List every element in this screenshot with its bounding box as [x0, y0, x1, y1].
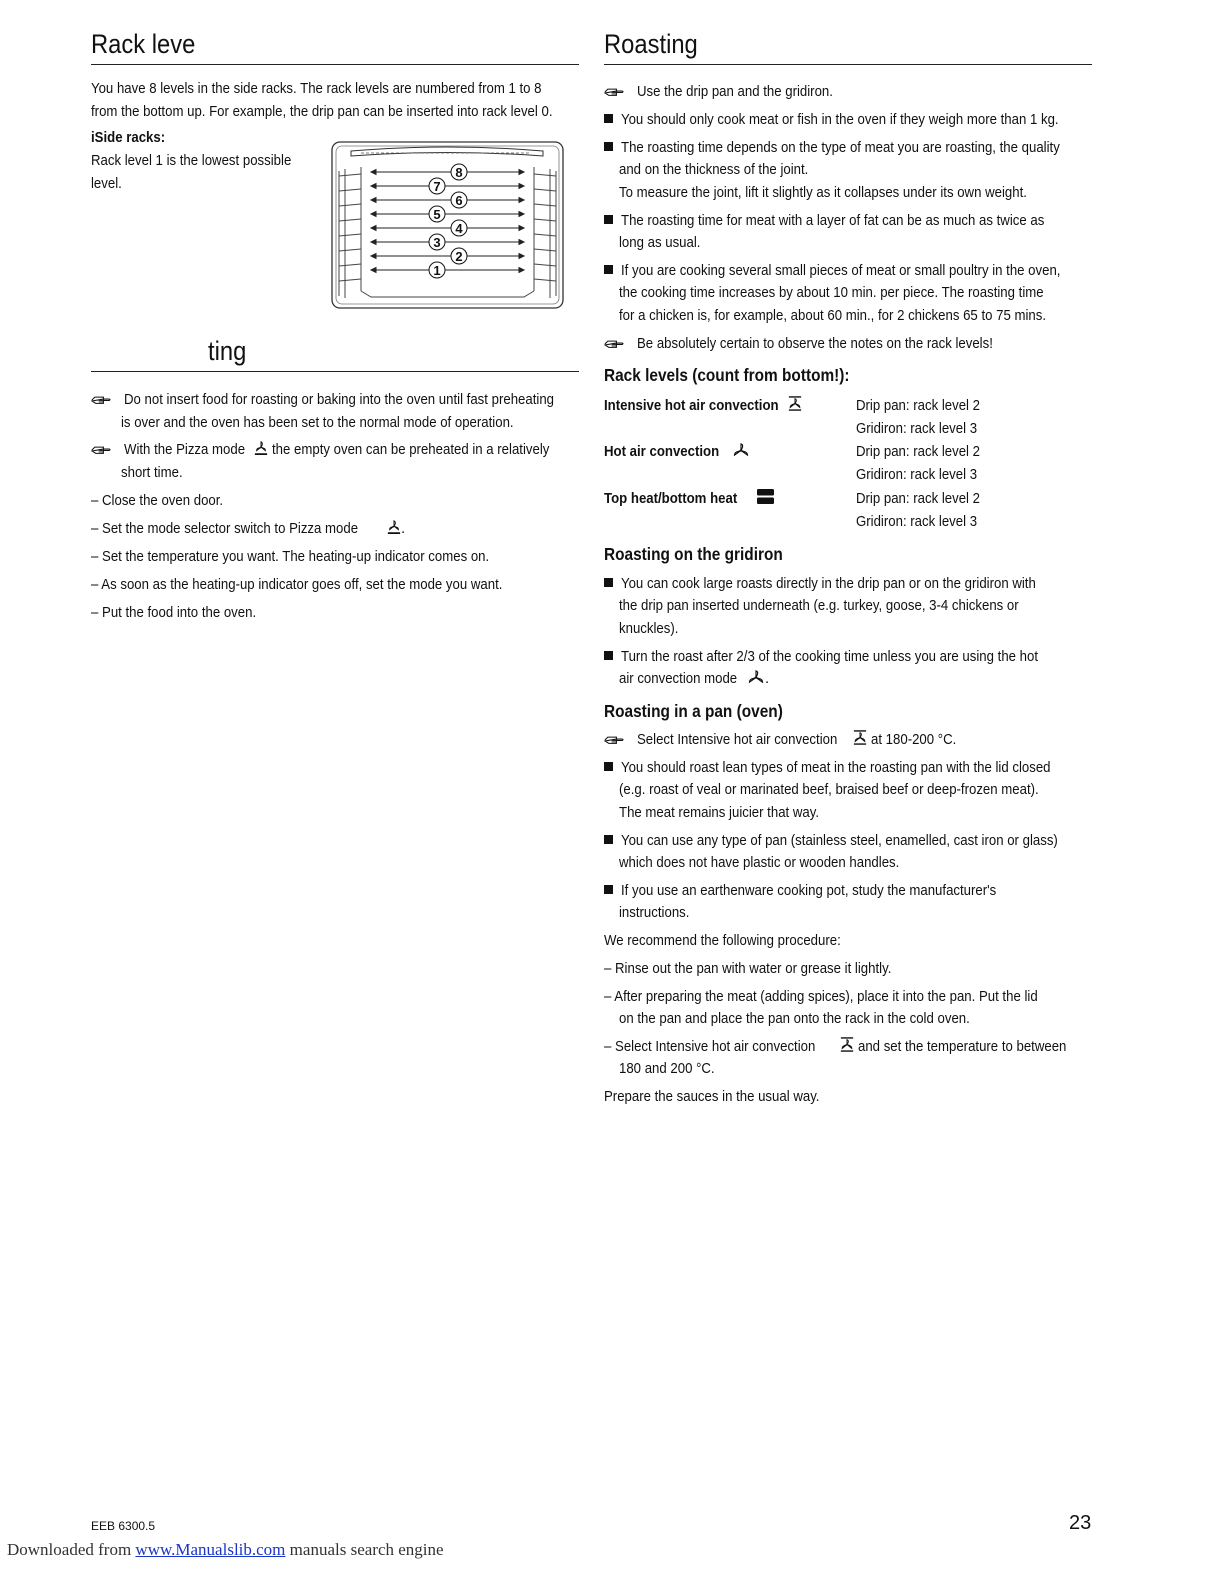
note-preheat-2: With the Pizza mode the empty oven can be preheated in a relatively [91, 439, 588, 462]
page-number: 23 [1069, 1512, 1092, 1534]
mode-hotair-name: Hot air convection [604, 441, 750, 464]
note-drip-pan: Use the drip pan and the gridiron. [604, 81, 860, 104]
note-preheat-1: Do not insert food for roasting or baking into the oven until fast preheating [91, 389, 613, 412]
bullet-small-pieces-2: the cooking time increases by about 10 min. per piece. The roasting time [619, 284, 1044, 301]
bullet-weight: You should only cook meat or fish in the oven if they weigh more than 1 kg. [604, 109, 1118, 132]
square-bullet-icon [604, 835, 613, 844]
side-racks-label: iSide racks: [91, 129, 166, 146]
square-bullet-icon [604, 215, 613, 224]
step-select-intensive-2: 180 and 200 °C. [619, 1060, 715, 1077]
side-racks-text-1: Rack level 1 is the lowest possible [91, 152, 292, 169]
mode-hotair-grid: Gridiron: rack level 3 [856, 466, 978, 483]
preheating-heading: ting [91, 329, 579, 372]
recommend-text: We recommend the following procedure: [604, 932, 841, 949]
left-column [91, 22, 579, 621]
step-heating-off: – As soon as the heating-up indicator goes off, set the mode you want. [91, 576, 503, 593]
download-banner: Downloaded from www.Manualslib.com manuals search engine [7, 1540, 444, 1559]
bullet-earthenware-2: instructions. [619, 904, 690, 921]
square-bullet-icon [604, 142, 613, 151]
bullet-lean-meat-2: (e.g. roast of veal or marinated beef, braised beef or deep-frozen meat). [619, 781, 1039, 798]
bullet-large-roasts-2: the drip pan inserted underneath (e.g. turkey, goose, 3-4 chickens or [619, 597, 1019, 614]
bullet-small-pieces: If you are cooking several small pieces of meat or small poultry in the oven, [604, 260, 1120, 283]
manualslib-link[interactable]: www.Manualslib.com [135, 1540, 286, 1559]
gridiron-title: Roasting on the gridiron [604, 544, 783, 564]
roasting-heading: Roasting [604, 22, 1092, 65]
mode-topbottom-drip: Drip pan: rack level 2 [856, 490, 980, 507]
bullet-large-roasts-3: knuckles). [619, 620, 679, 637]
rack-number-3: 3 [433, 235, 441, 250]
mode-intensive-name: Intensive hot air convection [604, 395, 802, 418]
intro-line-2: from the bottom up. For example, the drip pan can be inserted into rack level 0. [91, 103, 553, 120]
rack-number-2: 2 [455, 249, 463, 264]
mode-intensive-grid: Gridiron: rack level 3 [856, 420, 978, 437]
step-prepare-2: on the pan and place the pan onto the rack in the cold oven. [619, 1010, 970, 1027]
rack-levels-heading: Rack leve [91, 22, 579, 65]
square-bullet-icon [604, 578, 613, 587]
bullet-turn-roast-2: air convection mode . [619, 670, 770, 687]
pizza-mode-icon [254, 440, 268, 456]
bullet-roasting-time-2: and on the thickness of the joint. [619, 161, 809, 178]
step-select-intensive: – Select Intensive hot air convection and set the temperature to between [604, 1038, 1067, 1055]
side-racks-text-2: level. [91, 175, 122, 192]
bullet-fat-2: long as usual. [619, 234, 701, 251]
bullet-fat: The roasting time for meat with a layer of fat can be as much as twice as [604, 210, 1102, 233]
model-number: EEB 6300.5 [91, 1519, 156, 1533]
pointing-hand-icon [604, 86, 625, 98]
square-bullet-icon [604, 114, 613, 123]
intensive-fan-icon [788, 395, 802, 412]
mode-topbottom-name: Top heat/bottom heat [604, 488, 775, 511]
intensive-fan-icon [853, 729, 867, 746]
rack-number-7: 7 [433, 179, 441, 194]
intensive-fan-icon [840, 1036, 854, 1053]
step-prepare: – After preparing the meat (adding spices), place it into the pan. Put the lid [604, 988, 1038, 1005]
note-preheat-1-cont: is over and the oven has been set to the normal mode of operation. [121, 414, 514, 431]
bullet-turn-roast: Turn the roast after 2/3 of the cooking time unless you are using the hot [604, 646, 1095, 669]
square-bullet-icon [604, 762, 613, 771]
bullet-small-pieces-3: for a chicken is, for example, about 60 min., for 2 chickens 65 to 75 mins. [619, 307, 1047, 324]
bullet-lean-meat-3: The meat remains juicier that way. [619, 804, 820, 821]
rack-number-6: 6 [455, 193, 463, 208]
mode-topbottom-grid: Gridiron: rack level 3 [856, 513, 978, 530]
pizza-mode-icon [387, 519, 401, 535]
square-bullet-icon [604, 651, 613, 660]
right-column [604, 22, 1092, 1105]
bullet-roasting-time-3: To measure the joint, lift it slightly as it collapses under its own weight. [619, 184, 1027, 201]
bullet-roasting-time: The roasting time depends on the type of meat you are roasting, the quality [604, 137, 1120, 160]
step-rinse: – Rinse out the pan with water or grease it lightly. [604, 960, 892, 977]
note-intensive: Select Intensive hot air convection at 180-200 °C. [604, 729, 968, 752]
intro-line-1: You have 8 levels in the side racks. The rack levels are numbered from 1 to 8 [91, 80, 542, 97]
rack-levels-title: Rack levels (count from bottom!): [604, 365, 850, 385]
bullet-pan-type: You can use any type of pan (stainless steel, enamelled, cast iron or glass) [604, 830, 1117, 853]
step-pizza-mode: – Set the mode selector switch to Pizza mode . [91, 520, 406, 537]
bullet-pan-type-2: which does not have plastic or wooden handles. [619, 854, 900, 871]
step-put-food: – Put the food into the oven. [91, 604, 257, 621]
top-bottom-heat-icon [756, 488, 775, 505]
mode-hotair-drip: Drip pan: rack level 2 [856, 443, 980, 460]
bullet-earthenware: If you use an earthenware cooking pot, study the manufacturer's [604, 880, 1047, 903]
bullet-large-roasts: You can cook large roasts directly in the drip pan or on the gridiron with [604, 573, 1092, 596]
pointing-hand-icon [604, 338, 625, 350]
rack-number-8: 8 [455, 165, 463, 180]
note-rack-levels: Be absolutely certain to observe the notes on the rack levels! [604, 333, 1042, 356]
pointing-hand-icon [604, 734, 625, 746]
final-sauces: Prepare the sauces in the usual way. [604, 1088, 820, 1105]
square-bullet-icon [604, 885, 613, 894]
fan-icon [747, 670, 765, 685]
fan-icon [732, 443, 750, 458]
pointing-hand-icon [91, 394, 112, 406]
oven-rack-diagram [331, 141, 566, 311]
step-temperature: – Set the temperature you want. The heating-up indicator comes on. [91, 548, 490, 565]
mode-intensive-drip: Drip pan: rack level 2 [856, 397, 980, 414]
square-bullet-icon [604, 265, 613, 274]
rack-number-4: 4 [455, 221, 463, 236]
pan-title: Roasting in a pan (oven) [604, 701, 783, 721]
pointing-hand-icon [91, 444, 112, 456]
note-preheat-2-cont: short time. [121, 464, 183, 481]
bullet-lean-meat: You should roast lean types of meat in the roasting pan with the lid closed [604, 757, 1109, 780]
rack-number-1: 1 [433, 263, 441, 278]
step-close-door: – Close the oven door. [91, 492, 224, 509]
rack-number-5: 5 [433, 207, 441, 222]
